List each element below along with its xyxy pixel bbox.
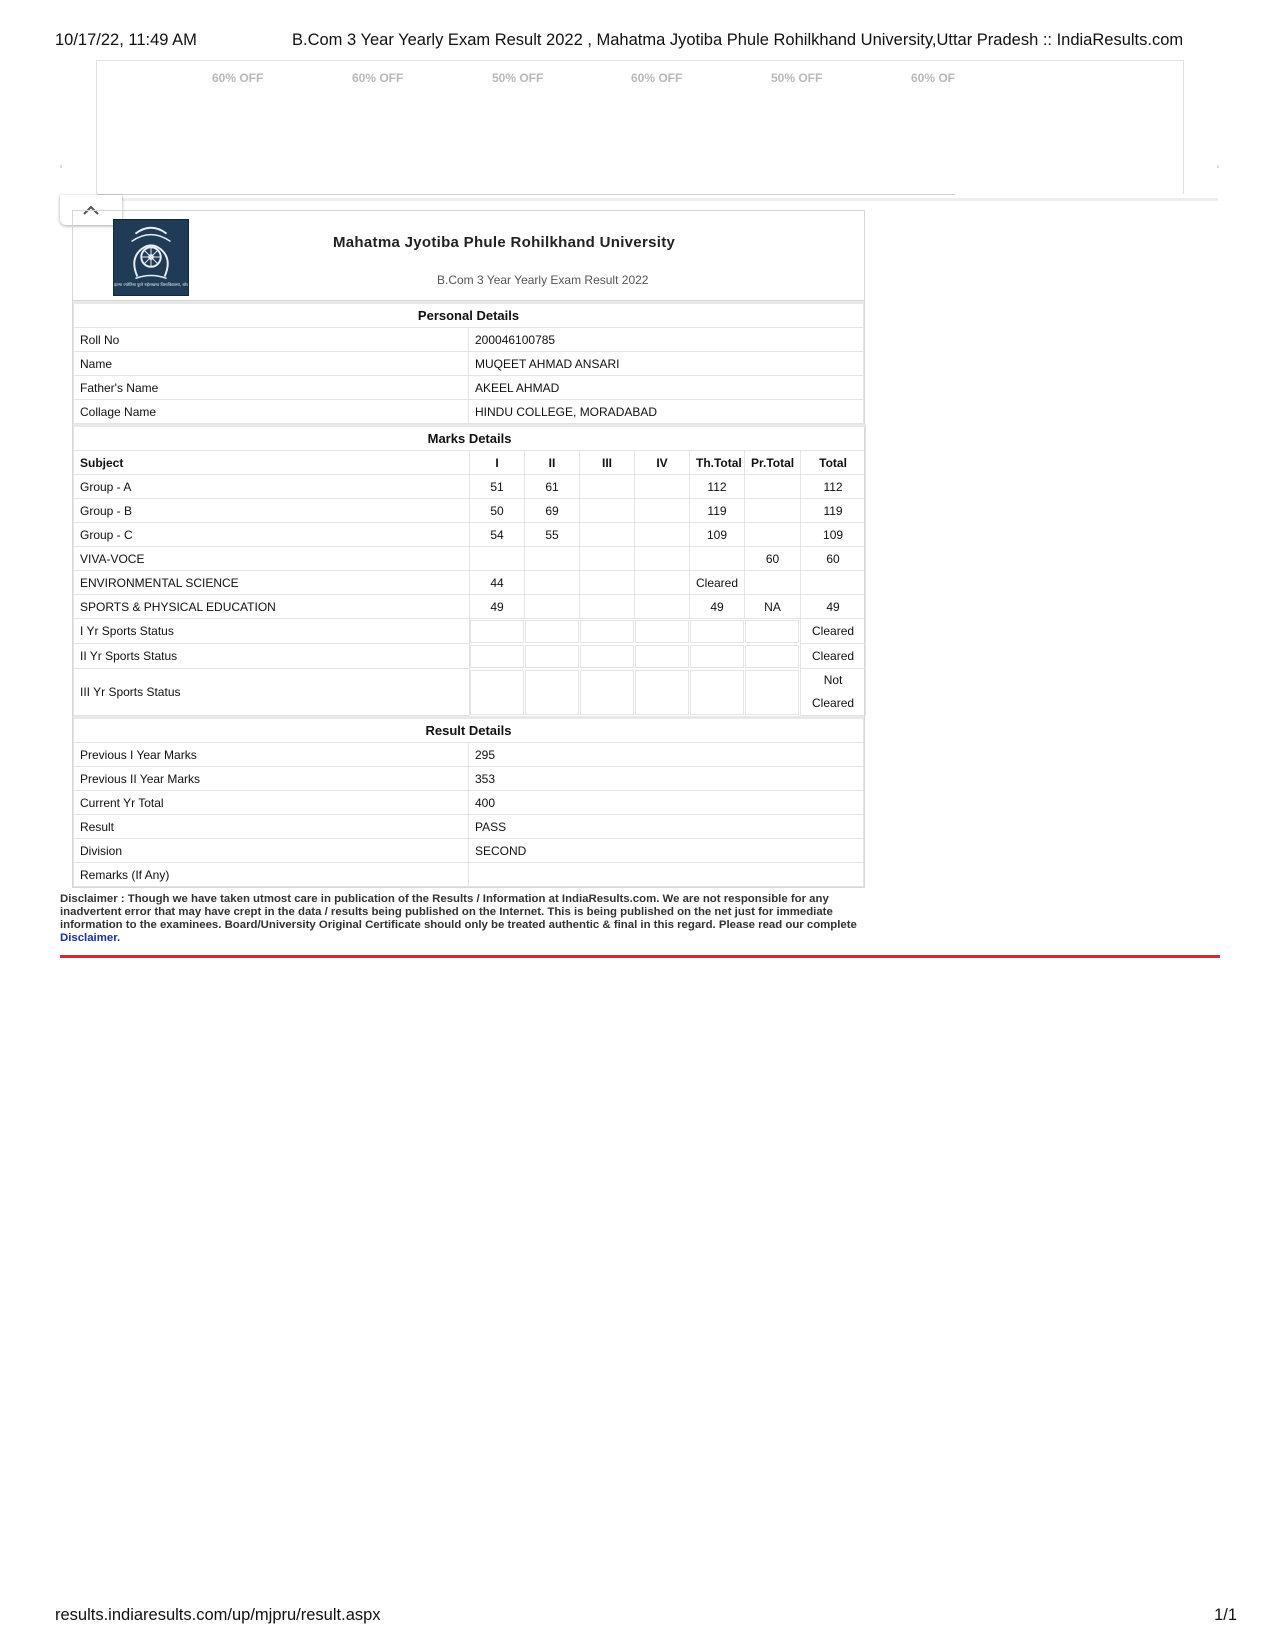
table-row <box>74 376 864 400</box>
field-label: Current Yr Total <box>74 791 469 815</box>
table-row <box>74 499 866 523</box>
university-name: Mahatma Jyotiba Phule Rohilkhand University <box>333 234 676 251</box>
marks-cell: 60 <box>745 547 801 571</box>
table-row <box>74 767 864 791</box>
marks-cell: 69 <box>525 499 580 523</box>
ad-offer-label[interactable]: 60% OF <box>911 71 956 85</box>
student-name-value: MUQEET AHMAD ANSARI <box>469 352 864 376</box>
marks-cell <box>470 547 525 571</box>
subject-cell: Group - C <box>74 523 470 547</box>
section-heading-personal: Personal Details <box>74 303 864 328</box>
column-header: Subject <box>74 451 470 475</box>
marks-cell: 60 <box>801 547 866 571</box>
field-label: Collage Name <box>74 400 469 424</box>
table-row <box>74 815 864 839</box>
field-label: Roll No <box>74 328 469 352</box>
field-label: Remarks (If Any) <box>74 863 469 887</box>
field-label: Previous II Year Marks <box>74 767 469 791</box>
exam-name: B.Com 3 Year Yearly Exam Result 2022 <box>437 273 649 287</box>
marks-cell <box>580 475 635 499</box>
table-row <box>74 791 864 815</box>
personal-details-table <box>73 301 864 424</box>
sports-status-value: Cleared <box>801 644 866 669</box>
field-value: 295 <box>469 743 864 767</box>
disclaimer <box>60 893 875 945</box>
column-header: IV <box>635 451 690 475</box>
marks-cell <box>635 523 690 547</box>
table-row <box>74 523 866 547</box>
marks-cell <box>635 595 690 619</box>
marks-cell: 49 <box>801 595 866 619</box>
marks-cell: 119 <box>690 499 745 523</box>
table-row <box>74 352 864 376</box>
table-row <box>74 839 864 863</box>
result-card <box>72 210 865 888</box>
subject-cell: Group - A <box>74 475 470 499</box>
section-heading-result: Result Details <box>74 718 864 743</box>
footer-divider <box>60 955 1220 958</box>
marks-cell <box>690 547 745 571</box>
table-row <box>74 863 864 887</box>
field-value: 353 <box>469 767 864 791</box>
marks-cell <box>635 571 690 595</box>
column-header: II <box>525 451 580 475</box>
sports-status-row <box>74 619 866 644</box>
ad-offer-label[interactable]: 50% OFF <box>771 71 823 85</box>
marks-cell <box>580 595 635 619</box>
ad-divider <box>118 198 1218 201</box>
column-header: III <box>580 451 635 475</box>
result-header <box>73 211 864 301</box>
table-row <box>74 595 866 619</box>
table-row <box>74 547 866 571</box>
logo-caption: महात्मा ज्योतिबा फुले रुहेलखण्ड विश्वविद्यालय, बरेली <box>114 282 188 288</box>
marks-cell: 61 <box>525 475 580 499</box>
marks-cell <box>635 547 690 571</box>
marks-details-table <box>73 424 866 716</box>
father-name-value: AKEEL AHMAD <box>469 376 864 400</box>
print-title: B.Com 3 Year Yearly Exam Result 2022 , Mahatma Jyotiba Phule Rohilkhand University,Uttar Pradesh :: IndiaResults.com <box>292 31 1184 49</box>
print-footer <box>55 1606 1237 1626</box>
marks-cell <box>745 499 801 523</box>
marks-cell <box>635 475 690 499</box>
ad-edge-mark <box>60 165 62 168</box>
marks-cell: Cleared <box>690 571 745 595</box>
roll-no-value: 200046100785 <box>469 328 864 352</box>
column-header: I <box>470 451 525 475</box>
sports-status-row <box>74 644 866 669</box>
marks-cell: 109 <box>690 523 745 547</box>
marks-cell: 54 <box>470 523 525 547</box>
section-heading-marks: Marks Details <box>74 426 866 451</box>
sports-status-label: I Yr Sports Status <box>74 619 470 644</box>
disclaimer-text: Disclaimer : Though we have taken utmost care in publication of the Results / Information at IndiaResults.com. We are not responsible for any inadvertent error that may have crept in the data / results being published on the Internet. This is being published on the net just for immediate information to the examinees. Board/University Original Certificate should only be treated authentic & final in this regard. Please read our complete <box>60 893 857 931</box>
marks-cell: 49 <box>690 595 745 619</box>
marks-cell <box>801 571 866 595</box>
field-label: Father's Name <box>74 376 469 400</box>
ad-edge-mark <box>1217 165 1219 168</box>
subject-cell: Group - B <box>74 499 470 523</box>
sports-empty-cells <box>470 669 801 716</box>
sports-status-value: Cleared <box>801 619 866 644</box>
subject-cell: SPORTS & PHYSICAL EDUCATION <box>74 595 470 619</box>
table-row <box>74 400 864 424</box>
ad-banner[interactable] <box>96 60 1184 194</box>
marks-cell: 112 <box>801 475 866 499</box>
print-date: 10/17/22, 11:49 AM <box>55 31 197 49</box>
field-label: Result <box>74 815 469 839</box>
marks-cell <box>745 475 801 499</box>
marks-cell <box>745 523 801 547</box>
column-header: Total <box>801 451 866 475</box>
marks-cell: NA <box>745 595 801 619</box>
field-label: Previous I Year Marks <box>74 743 469 767</box>
subject-cell: ENVIRONMENTAL SCIENCE <box>74 571 470 595</box>
print-url: results.indiaresults.com/up/mjpru/result.aspx <box>55 1606 381 1624</box>
sports-status-value <box>801 669 866 716</box>
sports-status-line: Not <box>823 673 843 687</box>
ad-offer-strip <box>212 71 972 87</box>
marks-header-row <box>74 451 866 475</box>
division-value: SECOND <box>469 839 864 863</box>
column-header: Th.Total <box>690 451 745 475</box>
sports-empty-cells <box>470 619 801 644</box>
marks-cell: 109 <box>801 523 866 547</box>
remarks-value <box>469 863 864 887</box>
marks-cell <box>635 499 690 523</box>
marks-cell: 119 <box>801 499 866 523</box>
ad-offer-label[interactable]: 60% OFF <box>352 71 404 85</box>
marks-cell <box>525 595 580 619</box>
sports-status-label: III Yr Sports Status <box>74 669 470 716</box>
table-row <box>74 743 864 767</box>
marks-cell: 55 <box>525 523 580 547</box>
marks-cell: 50 <box>470 499 525 523</box>
university-logo <box>113 219 189 296</box>
marks-cell: 112 <box>690 475 745 499</box>
marks-cell <box>580 571 635 595</box>
page-number: 1/1 <box>1214 1606 1237 1624</box>
marks-cell <box>580 523 635 547</box>
print-header <box>55 31 1237 51</box>
table-row <box>74 328 864 352</box>
marks-cell: 49 <box>470 595 525 619</box>
marks-cell <box>580 499 635 523</box>
sports-status-line: Cleared <box>812 696 855 710</box>
ad-bottom-border <box>97 194 955 195</box>
field-label: Name <box>74 352 469 376</box>
marks-cell: 51 <box>470 475 525 499</box>
ad-offer-label[interactable]: 60% OFF <box>212 71 264 85</box>
table-row <box>74 571 866 595</box>
marks-cell <box>580 547 635 571</box>
sports-status-label: II Yr Sports Status <box>74 644 470 669</box>
marks-cell: 44 <box>470 571 525 595</box>
ad-offer-label[interactable]: 60% OFF <box>631 71 683 85</box>
result-status-value: PASS <box>469 815 864 839</box>
field-label: Division <box>74 839 469 863</box>
sports-empty-cells <box>470 644 801 669</box>
ad-offer-label[interactable]: 50% OFF <box>492 71 544 85</box>
marks-cell <box>525 571 580 595</box>
result-details-table <box>73 716 864 887</box>
marks-cell <box>525 547 580 571</box>
table-row <box>74 475 866 499</box>
disclaimer-link[interactable]: Disclaimer. <box>60 932 121 944</box>
subject-cell: VIVA-VOCE <box>74 547 470 571</box>
field-value: 400 <box>469 791 864 815</box>
marks-cell <box>745 571 801 595</box>
college-name-value: HINDU COLLEGE, MORADABAD <box>469 400 864 424</box>
sports-status-row <box>74 669 866 716</box>
column-header: Pr.Total <box>745 451 801 475</box>
